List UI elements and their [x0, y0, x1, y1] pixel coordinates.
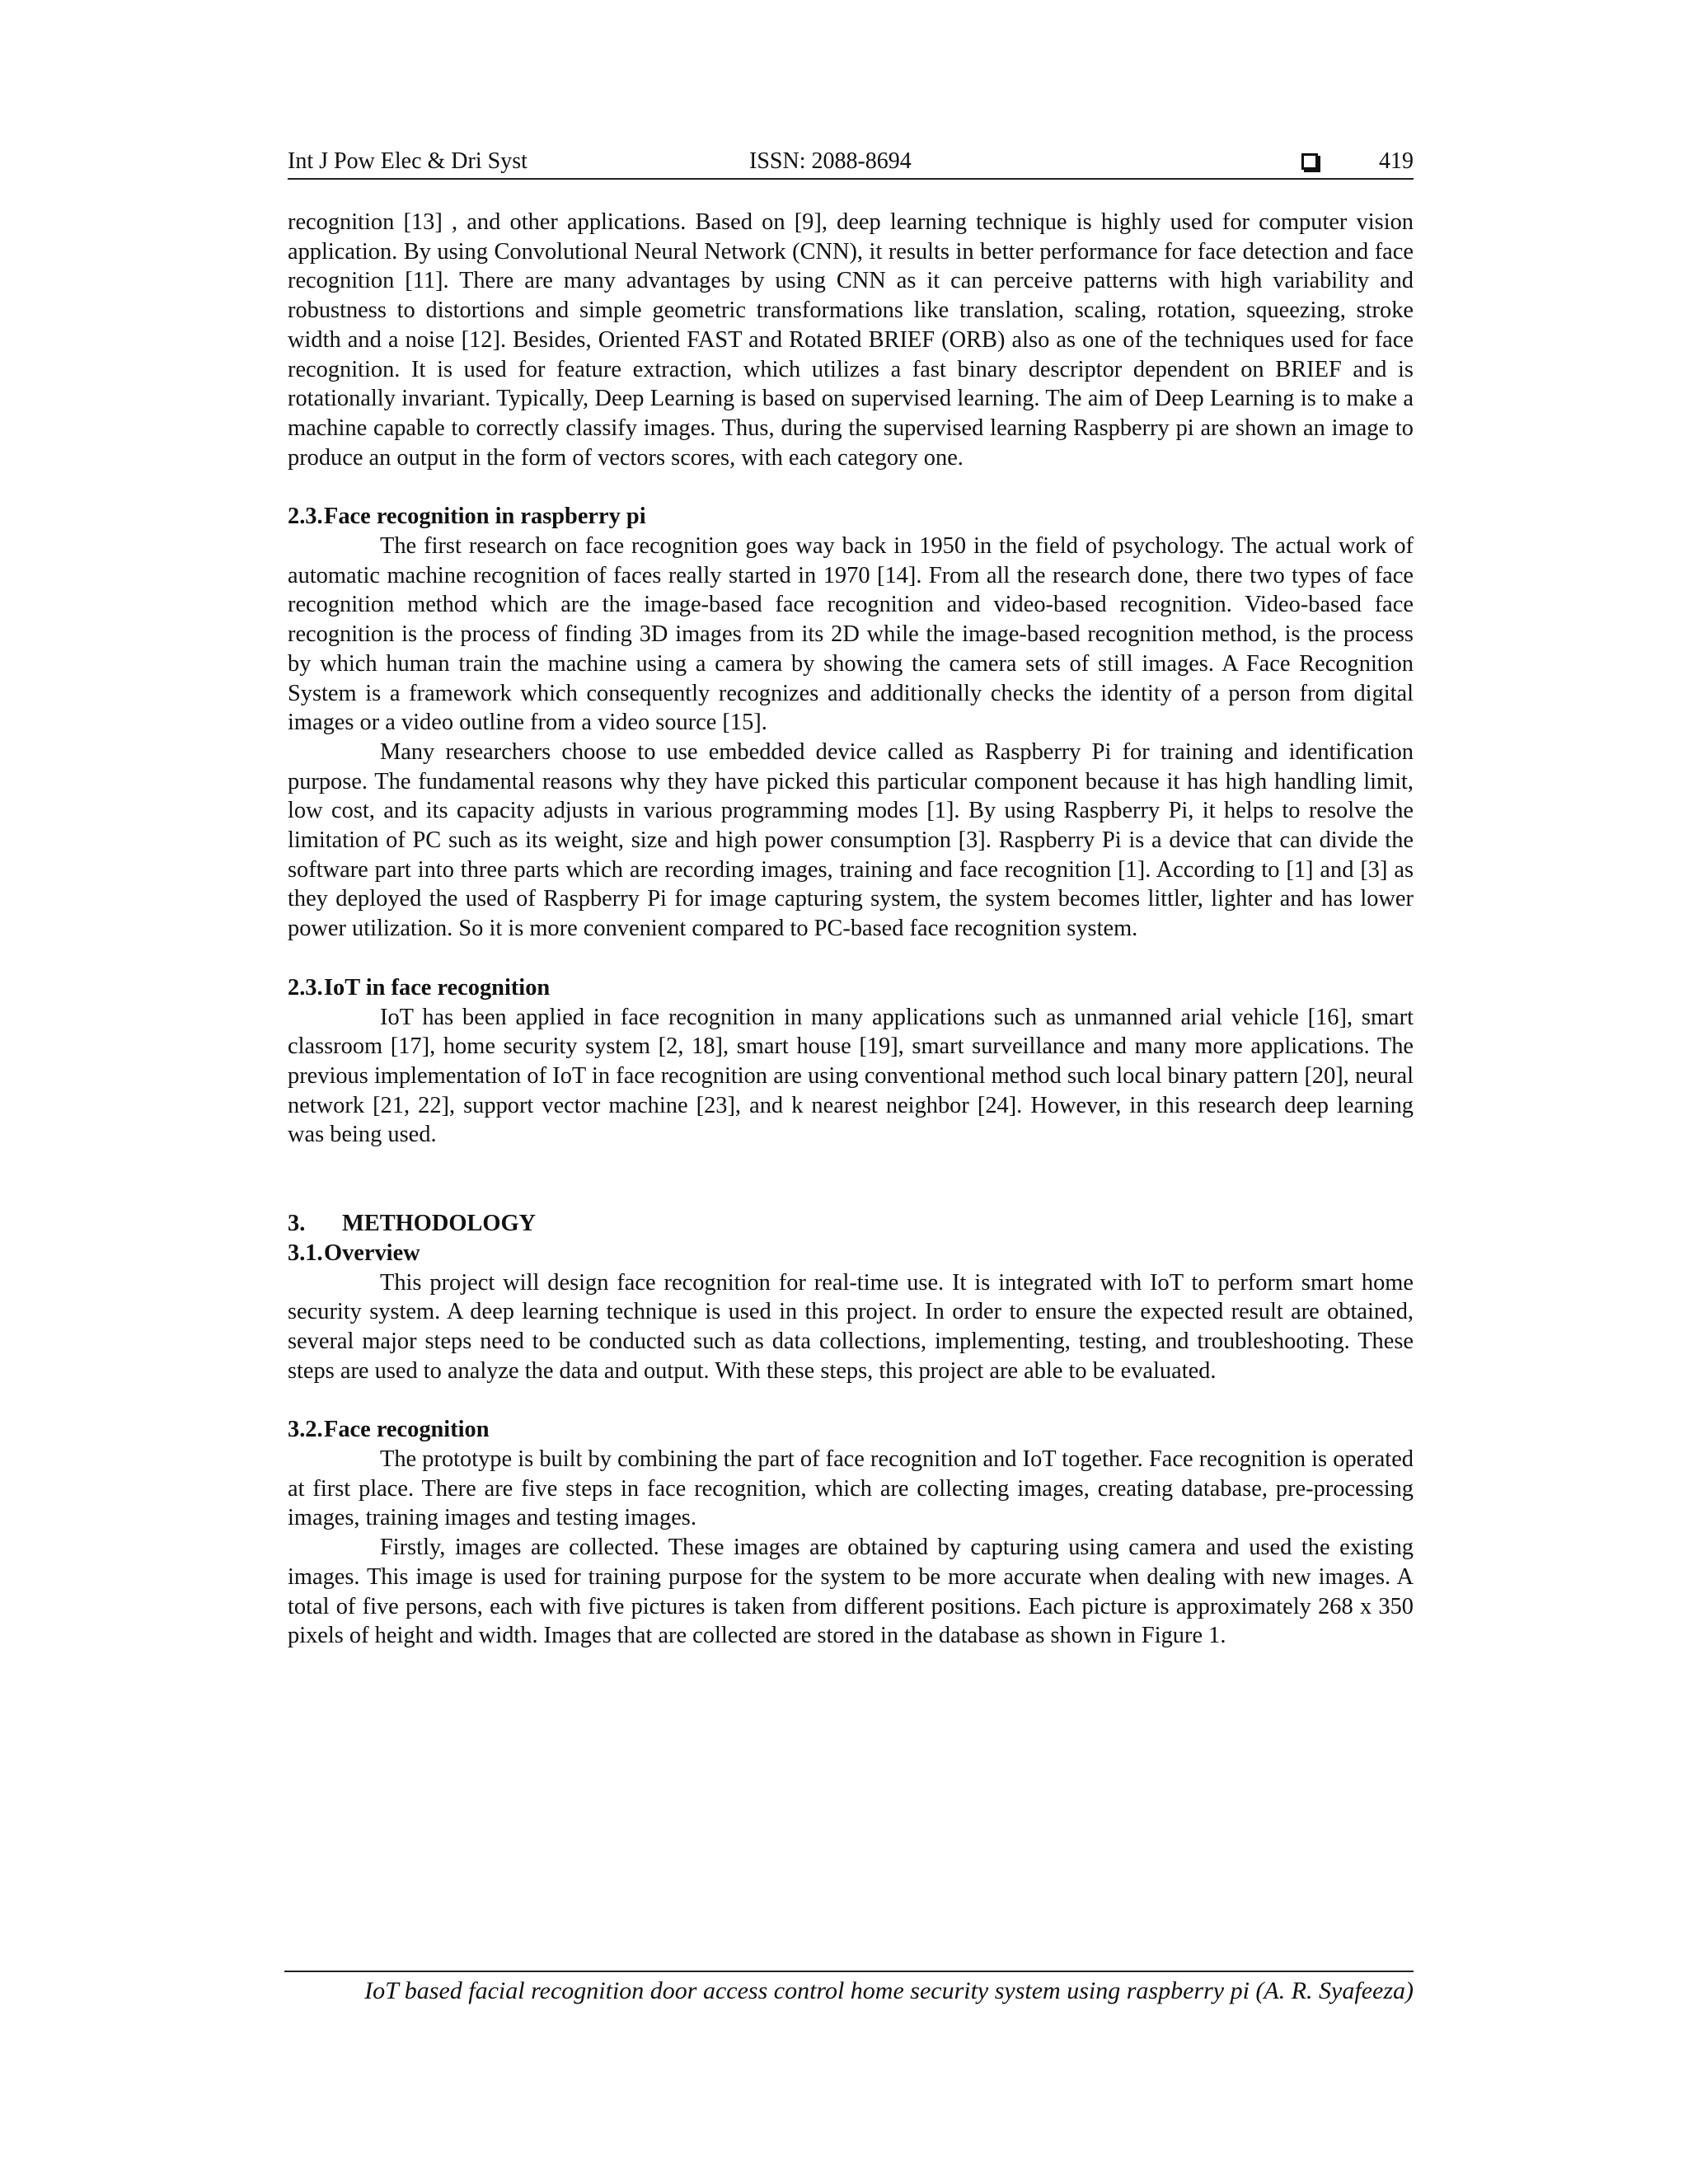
page-number: 419	[1379, 148, 1414, 174]
journal-name: Int J Pow Elec & Dri Syst	[288, 148, 528, 174]
section-3-1-heading	[288, 1239, 1414, 1268]
section-number: 3.1.	[288, 1240, 323, 1266]
paragraph-7: Firstly, images are collected. These images are obtained by capturing using camera and used the existing images. This image is used for training purpose for the system to be more accurate when dealing with new images. A total of five persons, each with five pictures is taken from different positions. Each picture is approximately 268 x 350 pixels of height and width. Images that are collected are stored in the database as shown in Figure 1.	[288, 1535, 1414, 1649]
section-title: Overview	[324, 1240, 420, 1266]
section-2-3-heading	[288, 502, 1414, 532]
section-number: 3.2.	[288, 1417, 323, 1443]
paragraph-4: IoT has been applied in face recognition in many applications such as unmanned arial vehicle [16], smart classroom [17], home security system [2, 18], smart house [19], smart surveillance and many more applications. The previous implementation of IoT in face recognition are using conventional method such local binary pattern [20], neural network [21, 22], support vector machine [23], and k nearest neighbor [24]. However, in this research deep learning was being used.	[288, 1004, 1414, 1148]
paragraph-2: The first research on face recognition goes way back in 1950 in the field of psychology. The actual work of automatic machine recognition of faces really started in 1970 [14]. From all the research done, there two types of face recognition method which are the image-based face recognition and video-based recognition. Video-based face recognition is the process of finding 3D images from its 2D while the image-based recognition method, is the process by which human train the machine using a camera by showing the camera sets of still images. A Face Recognition System is a framework which consequently recognizes and additionally checks the identity of a person from digital images or a video outline from a video source [15].	[288, 533, 1414, 736]
section-number: 2.3.	[288, 974, 323, 1001]
section-3-2-heading	[288, 1415, 1414, 1445]
paragraph-1: recognition [13] , and other applications. Based on [9], deep learning technique is highly used for computer vision application. By using Convolutional Neural Network (CNN), it results in better performance for face detection and face recognition [11]. There are many advantages by using CNN as it can perceive patterns with high variability and robustness to distortions and simple geometric transformations like translation, scaling, rotation, squeezing, stroke width and a noise [12]. Besides, Oriented FAST and Rotated BRIEF (ORB) also as one of the techniques used for face recognition. It is used for feature extraction, which utilizes a fast binary descriptor dependent on BRIEF and is rotationally invariant. Typically, Deep Learning is based on supervised learning. The aim of Deep Learning is to make a machine capable to correctly classify images. Thus, during the supervised learning Raspberry pi are shown an image to produce an output in the form of vectors scores, with each category one.	[288, 209, 1414, 471]
square-outline-icon	[1301, 153, 1318, 170]
footer-citation: IoT based facial recognition door access control home security system using raspberry pi (A. R. Syafeeza)	[364, 1977, 1414, 2004]
paragraph-5: This project will design face recognition for real-time use. It is integrated with IoT to perform smart home security system. A deep learning technique is used in this project. In order to ensure the expected result are obtained, several major steps need to be conducted such as data collections, implementing, testing, and troubleshooting. These steps are used to analyze the data and output. With these steps, this project are able to be evaluated.	[288, 1269, 1414, 1384]
section-title: Face recognition in raspberry pi	[324, 504, 646, 530]
issn: ISSN: 2088-8694	[749, 148, 912, 174]
page-header	[288, 145, 1414, 180]
section-title: Face recognition	[324, 1417, 490, 1443]
section-title: METHODOLOGY	[342, 1211, 537, 1237]
section-2-3-iot-heading	[288, 973, 1414, 1003]
body-text	[288, 208, 1414, 1651]
section-number: 2.3.	[288, 504, 323, 530]
section-3-heading	[288, 1209, 1414, 1239]
page-footer	[284, 1971, 1414, 2005]
section-title: IoT in face recognition	[324, 974, 551, 1001]
section-number: 3.	[288, 1211, 306, 1237]
paragraph-6: The prototype is built by combining the part of face recognition and IoT together. Face recognition is operated at first place. There are five steps in face recognition, which are collecting images, creating database, pre-processing images, training images and testing images.	[288, 1446, 1414, 1531]
paragraph-3: Many researchers choose to use embedded device called as Raspberry Pi for training and identification purpose. The fundamental reasons why they have picked this particular component because it has high handling limit, low cost, and its capacity adjusts in various programming modes [1]. By using Raspberry Pi, it helps to resolve the limitation of PC such as its weight, size and high power consumption [3]. Raspberry Pi is a device that can divide the software part into three parts which are recording images, training and face recognition [1]. According to [1] and [3] as they deployed the used of Raspberry Pi for image capturing system, the system becomes littler, lighter and has lower power utilization. So it is more convenient compared to PC-based face recognition system.	[288, 738, 1414, 942]
